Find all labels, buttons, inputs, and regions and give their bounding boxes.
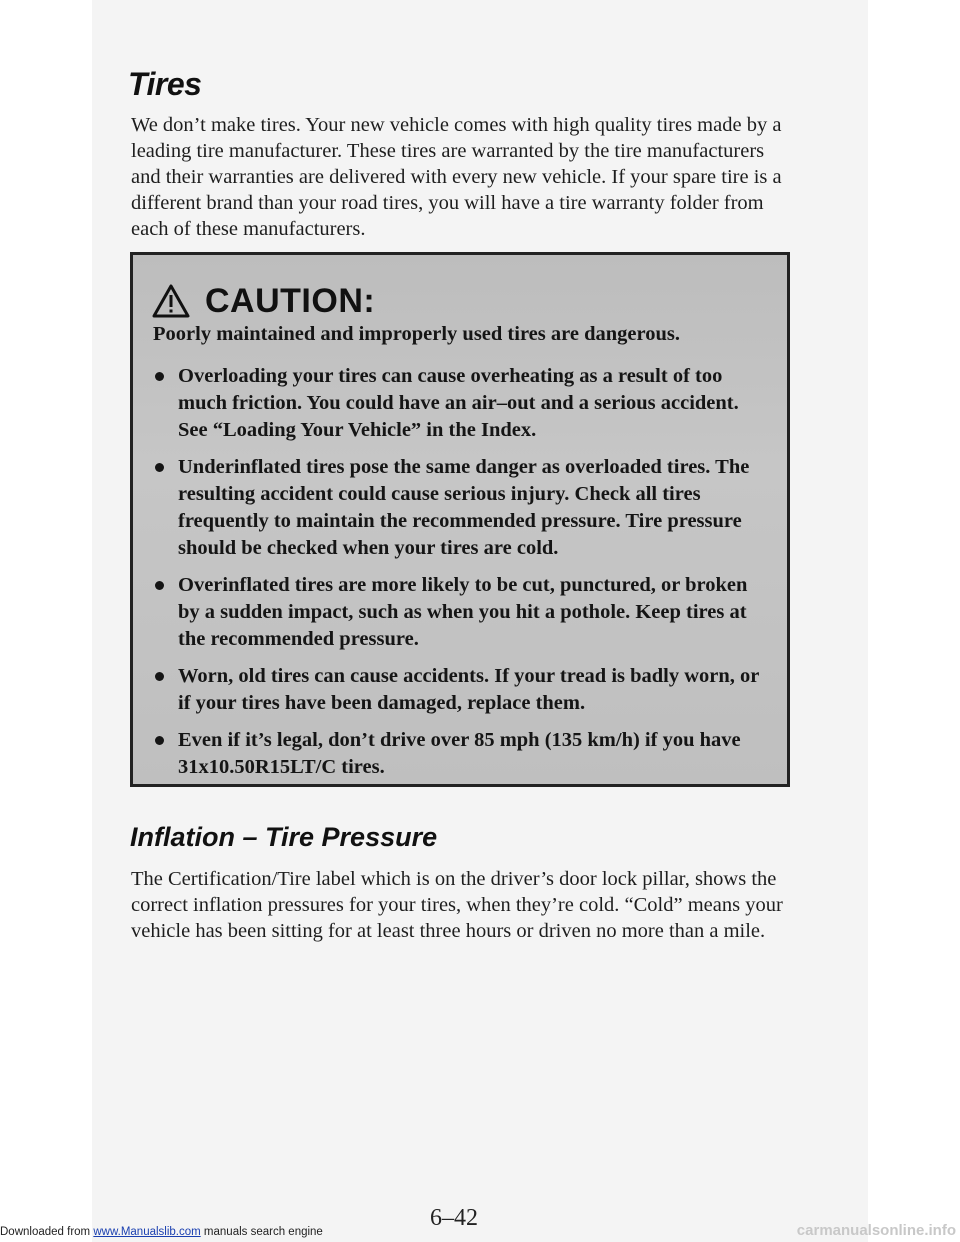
section-subheading: Inflation – Tire Pressure — [130, 822, 438, 852]
page-number: 6–42 — [430, 1205, 478, 1231]
watermark: carmanualsonline.info — [796, 1222, 956, 1239]
caution-item — [153, 572, 773, 653]
caution-item — [153, 663, 773, 717]
caution-box — [130, 252, 790, 787]
bullet-icon — [155, 372, 164, 381]
caution-item — [153, 454, 773, 562]
inflation-paragraph: The Certification/Tire label which is on the driver’s door lock pillar, shows the correct inflation pressures for your tires, when they’re cold. “Cold” means your vehicle has been sitting for at least three hours or driven no more than a mile. — [131, 868, 783, 942]
caution-header — [151, 279, 375, 323]
footer-prefix: Downloaded from — [0, 1226, 91, 1238]
manualslib-link[interactable]: www.Manualslib.com — [93, 1226, 201, 1238]
bullet-icon — [155, 736, 164, 745]
page-title: Tires — [128, 66, 202, 102]
bullet-icon — [155, 581, 164, 590]
caution-item-text: Even if it’s legal, don’t drive over 85 mph (135 km/h) if you have 31x10.50R15LT/C tires. — [178, 729, 741, 778]
caution-item — [153, 727, 773, 781]
caution-lead: Poorly maintained and improperly used tires are dangerous. — [153, 323, 680, 345]
bullet-icon — [155, 463, 164, 472]
footer-suffix: manuals search engine — [203, 1226, 323, 1238]
warning-triangle-icon — [151, 283, 191, 319]
intro-paragraph: We don’t make tires. Your new vehicle comes with high quality tires made by a leading tire manufacturer. These tires are warranted by the tire manufacturers and their warranties are delivered with every new vehicle. If your spare tire is a different brand than your road tires, you will have a tire warranty folder from each of these manufacturers. — [131, 114, 782, 240]
caution-item-text: Worn, old tires can cause accidents. If your tread is badly worn, or if your tires have been damaged, replace them. — [178, 665, 760, 714]
caution-item-text: Overinflated tires are more likely to be cut, punctured, or broken by a sudden impact, such as when you hit a pothole. Keep tires at the recommended pressure. — [178, 574, 748, 650]
caution-item-text: Overloading your tires can cause overheating as a result of too much friction. You could have an air–out and a serious accident. See “Loading Your Vehicle” in the Index. — [178, 365, 739, 441]
bullet-icon — [155, 672, 164, 681]
download-footer — [0, 1226, 323, 1238]
caution-label: CAUTION: — [205, 281, 376, 320]
caution-list — [153, 363, 773, 791]
caution-item-text: Underinflated tires pose the same danger as overloaded tires. The resulting accident could cause serious injury. Check all tires frequently to maintain the recommended pressure. Tire pressure should be checked when your tires are cold. — [178, 456, 750, 559]
caution-item — [153, 363, 773, 444]
